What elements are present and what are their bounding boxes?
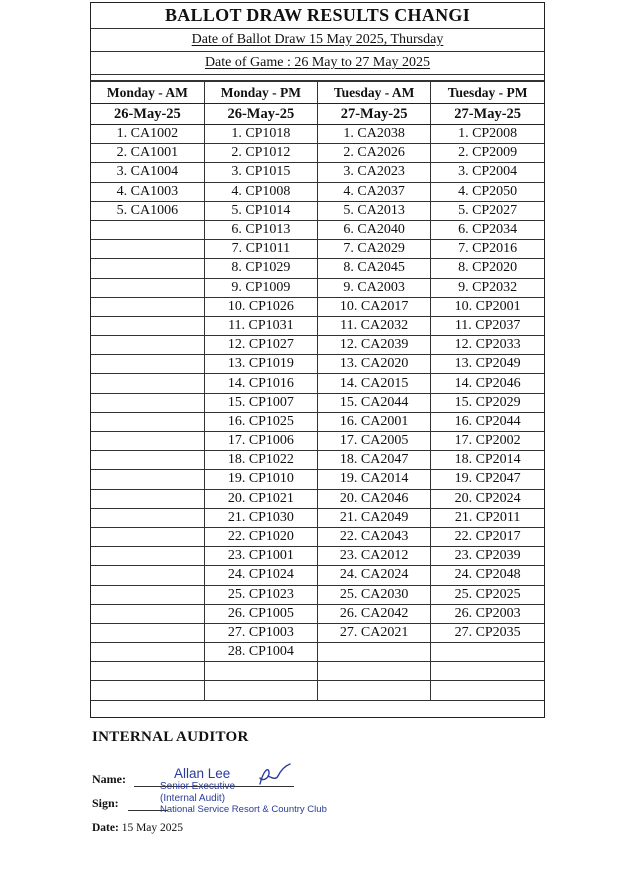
- column-header: Monday - PM: [204, 82, 317, 104]
- stamp-department: (Internal Audit): [160, 793, 226, 804]
- table-cell: 21. CP2011: [431, 508, 544, 527]
- table-cell: 26. CA2042: [318, 604, 431, 623]
- table-cell: 16. CP2044: [431, 412, 544, 431]
- column-date: 26-May-25: [204, 104, 317, 125]
- table-cell: 11. CP1031: [204, 316, 317, 335]
- auditor-name: Allan Lee: [174, 766, 231, 781]
- table-cell: 2. CA1001: [91, 144, 204, 163]
- table-cell: [91, 297, 204, 316]
- table-cell: 18. CP1022: [204, 451, 317, 470]
- table-cell: 13. CP1019: [204, 355, 317, 374]
- table-row: [91, 278, 544, 297]
- table-cell: 20. CP1021: [204, 489, 317, 508]
- table-row: [91, 451, 544, 470]
- table-cell: 5. CA1006: [91, 201, 204, 220]
- table-cell: 3. CA2023: [318, 163, 431, 182]
- table-cell: 20. CP2024: [431, 489, 544, 508]
- table-row: [91, 163, 544, 182]
- table-cell: 20. CA2046: [318, 489, 431, 508]
- table-row: [91, 393, 544, 412]
- table-cell: 5. CP2027: [431, 201, 544, 220]
- table-cell: 5. CP1014: [204, 201, 317, 220]
- table-cell: [91, 220, 204, 239]
- table-cell: 25. CP2025: [431, 585, 544, 604]
- table-row: [91, 316, 544, 335]
- ballot-sheet: [90, 2, 545, 718]
- table-cell: 3. CA1004: [91, 163, 204, 182]
- table-cell: 27. CP2035: [431, 623, 544, 642]
- table-cell: 3. CP1015: [204, 163, 317, 182]
- table-row: [91, 374, 544, 393]
- table-row: [91, 623, 544, 642]
- column-header: Monday - AM: [91, 82, 204, 104]
- table-cell: 23. CA2012: [318, 547, 431, 566]
- table-cell: 25. CA2030: [318, 585, 431, 604]
- table-cell: 4. CA1003: [91, 182, 204, 201]
- table-cell: [91, 393, 204, 412]
- table-cell: 16. CP1025: [204, 412, 317, 431]
- table-cell: 7. CP1011: [204, 240, 317, 259]
- table-cell: 23. CP2039: [431, 547, 544, 566]
- table-cell: 22. CP1020: [204, 527, 317, 546]
- table-cell: 2. CP1012: [204, 144, 317, 163]
- column-date: 26-May-25: [91, 104, 204, 125]
- table-cell: [431, 643, 544, 662]
- column-header: Tuesday - AM: [318, 82, 431, 104]
- table-cell: 11. CA2032: [318, 316, 431, 335]
- header-row: [91, 82, 544, 104]
- table-cell: [204, 681, 317, 700]
- table-cell: 22. CA2043: [318, 527, 431, 546]
- column-header: Tuesday - PM: [431, 82, 544, 104]
- table-cell: 8. CP1029: [204, 259, 317, 278]
- column-date: 27-May-25: [318, 104, 431, 125]
- table-cell: 6. CP1013: [204, 220, 317, 239]
- table-cell: 18. CA2047: [318, 451, 431, 470]
- table-row: [91, 220, 544, 239]
- game-date-line: [91, 52, 544, 75]
- table-cell: 2. CP2009: [431, 144, 544, 163]
- table-cell: 12. CA2039: [318, 336, 431, 355]
- table-cell: [91, 240, 204, 259]
- table-cell: 19. CA2014: [318, 470, 431, 489]
- table-cell: 25. CP1023: [204, 585, 317, 604]
- stamp-org: National Service Resort & Country Club: [160, 804, 327, 815]
- result-rows: [91, 125, 544, 701]
- table-cell: 15. CP1007: [204, 393, 317, 412]
- table-cell: [91, 566, 204, 585]
- table-cell: 4. CP1008: [204, 182, 317, 201]
- table-cell: 22. CP2017: [431, 527, 544, 546]
- name-label: Name:: [92, 772, 126, 786]
- table-cell: 7. CA2029: [318, 240, 431, 259]
- column-date: 27-May-25: [431, 104, 544, 125]
- table-cell: [91, 662, 204, 681]
- table-cell: 27. CA2021: [318, 623, 431, 642]
- table-cell: 6. CP2034: [431, 220, 544, 239]
- table-row: [91, 470, 544, 489]
- table-cell: 3. CP2004: [431, 163, 544, 182]
- table-cell: 21. CP1030: [204, 508, 317, 527]
- table-cell: 5. CA2013: [318, 201, 431, 220]
- date-label: Date:: [92, 822, 119, 834]
- table-row: [91, 604, 544, 623]
- table-cell: 19. CP1010: [204, 470, 317, 489]
- table-cell: 1. CA2038: [318, 125, 431, 144]
- table-cell: 24. CP1024: [204, 566, 317, 585]
- table-cell: [431, 662, 544, 681]
- table-cell: 1. CP2008: [431, 125, 544, 144]
- table-cell: 9. CP1009: [204, 278, 317, 297]
- table-cell: 8. CP2020: [431, 259, 544, 278]
- table-cell: 15. CP2029: [431, 393, 544, 412]
- table-cell: 12. CP2033: [431, 336, 544, 355]
- table-row: [91, 489, 544, 508]
- table-cell: 1. CP1018: [204, 125, 317, 144]
- table-cell: 15. CA2044: [318, 393, 431, 412]
- table-cell: [318, 662, 431, 681]
- table-cell: 26. CP2003: [431, 604, 544, 623]
- table-row: [91, 201, 544, 220]
- auditor-title: INTERNAL AUDITOR: [92, 729, 249, 745]
- auditor-block: [92, 746, 452, 836]
- stamp-position: Senior Executive: [160, 781, 236, 792]
- auditor-section: [92, 729, 452, 836]
- table-cell: 19. CP2047: [431, 470, 544, 489]
- table-cell: 23. CP1001: [204, 547, 317, 566]
- table-cell: 14. CA2015: [318, 374, 431, 393]
- table-row: [91, 547, 544, 566]
- table-cell: 27. CP1003: [204, 623, 317, 642]
- table-cell: 4. CP2050: [431, 182, 544, 201]
- page-title: BALLOT DRAW RESULTS CHANGI: [91, 3, 544, 29]
- table-cell: [91, 681, 204, 700]
- date-line: [92, 822, 183, 834]
- table-cell: 10. CA2017: [318, 297, 431, 316]
- draw-date: Date of Ballot Draw 15 May 2025, Thursday: [191, 32, 444, 47]
- table-row: [91, 144, 544, 163]
- table-cell: 26. CP1005: [204, 604, 317, 623]
- game-date: Date of Game : 26 May to 27 May 2025: [204, 55, 431, 70]
- table-row: [91, 566, 544, 585]
- table-cell: 8. CA2045: [318, 259, 431, 278]
- table-cell: 14. CP2046: [431, 374, 544, 393]
- table-cell: 11. CP2037: [431, 316, 544, 335]
- results-table: [91, 81, 544, 701]
- table-cell: [91, 259, 204, 278]
- table-row: [91, 355, 544, 374]
- table-row: [91, 182, 544, 201]
- table-cell: 17. CA2005: [318, 432, 431, 451]
- table-cell: [91, 432, 204, 451]
- table-cell: [91, 412, 204, 431]
- table-cell: [431, 681, 544, 700]
- table-cell: [91, 585, 204, 604]
- table-cell: 4. CA2037: [318, 182, 431, 201]
- table-cell: 2. CA2026: [318, 144, 431, 163]
- table-cell: [91, 527, 204, 546]
- table-cell: [91, 547, 204, 566]
- table-cell: 17. CP1006: [204, 432, 317, 451]
- table-cell: [91, 336, 204, 355]
- table-cell: [91, 643, 204, 662]
- sign-label: Sign:: [92, 796, 119, 810]
- table-cell: 9. CA2003: [318, 278, 431, 297]
- table-cell: 6. CA2040: [318, 220, 431, 239]
- table-cell: [91, 355, 204, 374]
- table-cell: 13. CP2049: [431, 355, 544, 374]
- table-row: [91, 508, 544, 527]
- date-row: [91, 104, 544, 125]
- table-row: [91, 336, 544, 355]
- table-cell: 17. CP2002: [431, 432, 544, 451]
- table-cell: [91, 604, 204, 623]
- table-cell: 12. CP1027: [204, 336, 317, 355]
- table-row: [91, 681, 544, 700]
- table-cell: [91, 470, 204, 489]
- table-row: [91, 432, 544, 451]
- table-cell: [204, 662, 317, 681]
- table-cell: 21. CA2049: [318, 508, 431, 527]
- table-row: [91, 297, 544, 316]
- table-cell: 18. CP2014: [431, 451, 544, 470]
- table-cell: [91, 316, 204, 335]
- table-row: [91, 643, 544, 662]
- table-cell: [91, 489, 204, 508]
- table-cell: 16. CA2001: [318, 412, 431, 431]
- table-row: [91, 585, 544, 604]
- table-cell: 10. CP1026: [204, 297, 317, 316]
- date-value: 15 May 2025: [121, 822, 184, 834]
- signature: [254, 762, 292, 790]
- table-cell: [91, 278, 204, 297]
- table-cell: 7. CP2016: [431, 240, 544, 259]
- table-row: [91, 662, 544, 681]
- draw-date-line: [91, 29, 544, 52]
- table-row: [91, 527, 544, 546]
- table-cell: [91, 508, 204, 527]
- table-cell: 24. CP2048: [431, 566, 544, 585]
- table-cell: 10. CP2001: [431, 297, 544, 316]
- table-cell: 9. CP2032: [431, 278, 544, 297]
- table-cell: [91, 451, 204, 470]
- table-row: [91, 259, 544, 278]
- table-cell: [318, 643, 431, 662]
- table-cell: 28. CP1004: [204, 643, 317, 662]
- table-cell: [91, 374, 204, 393]
- table-row: [91, 412, 544, 431]
- table-cell: 24. CA2024: [318, 566, 431, 585]
- table-cell: [91, 623, 204, 642]
- table-row: [91, 125, 544, 144]
- table-cell: 14. CP1016: [204, 374, 317, 393]
- table-cell: 1. CA1002: [91, 125, 204, 144]
- table-cell: [318, 681, 431, 700]
- table-cell: 13. CA2020: [318, 355, 431, 374]
- table-row: [91, 240, 544, 259]
